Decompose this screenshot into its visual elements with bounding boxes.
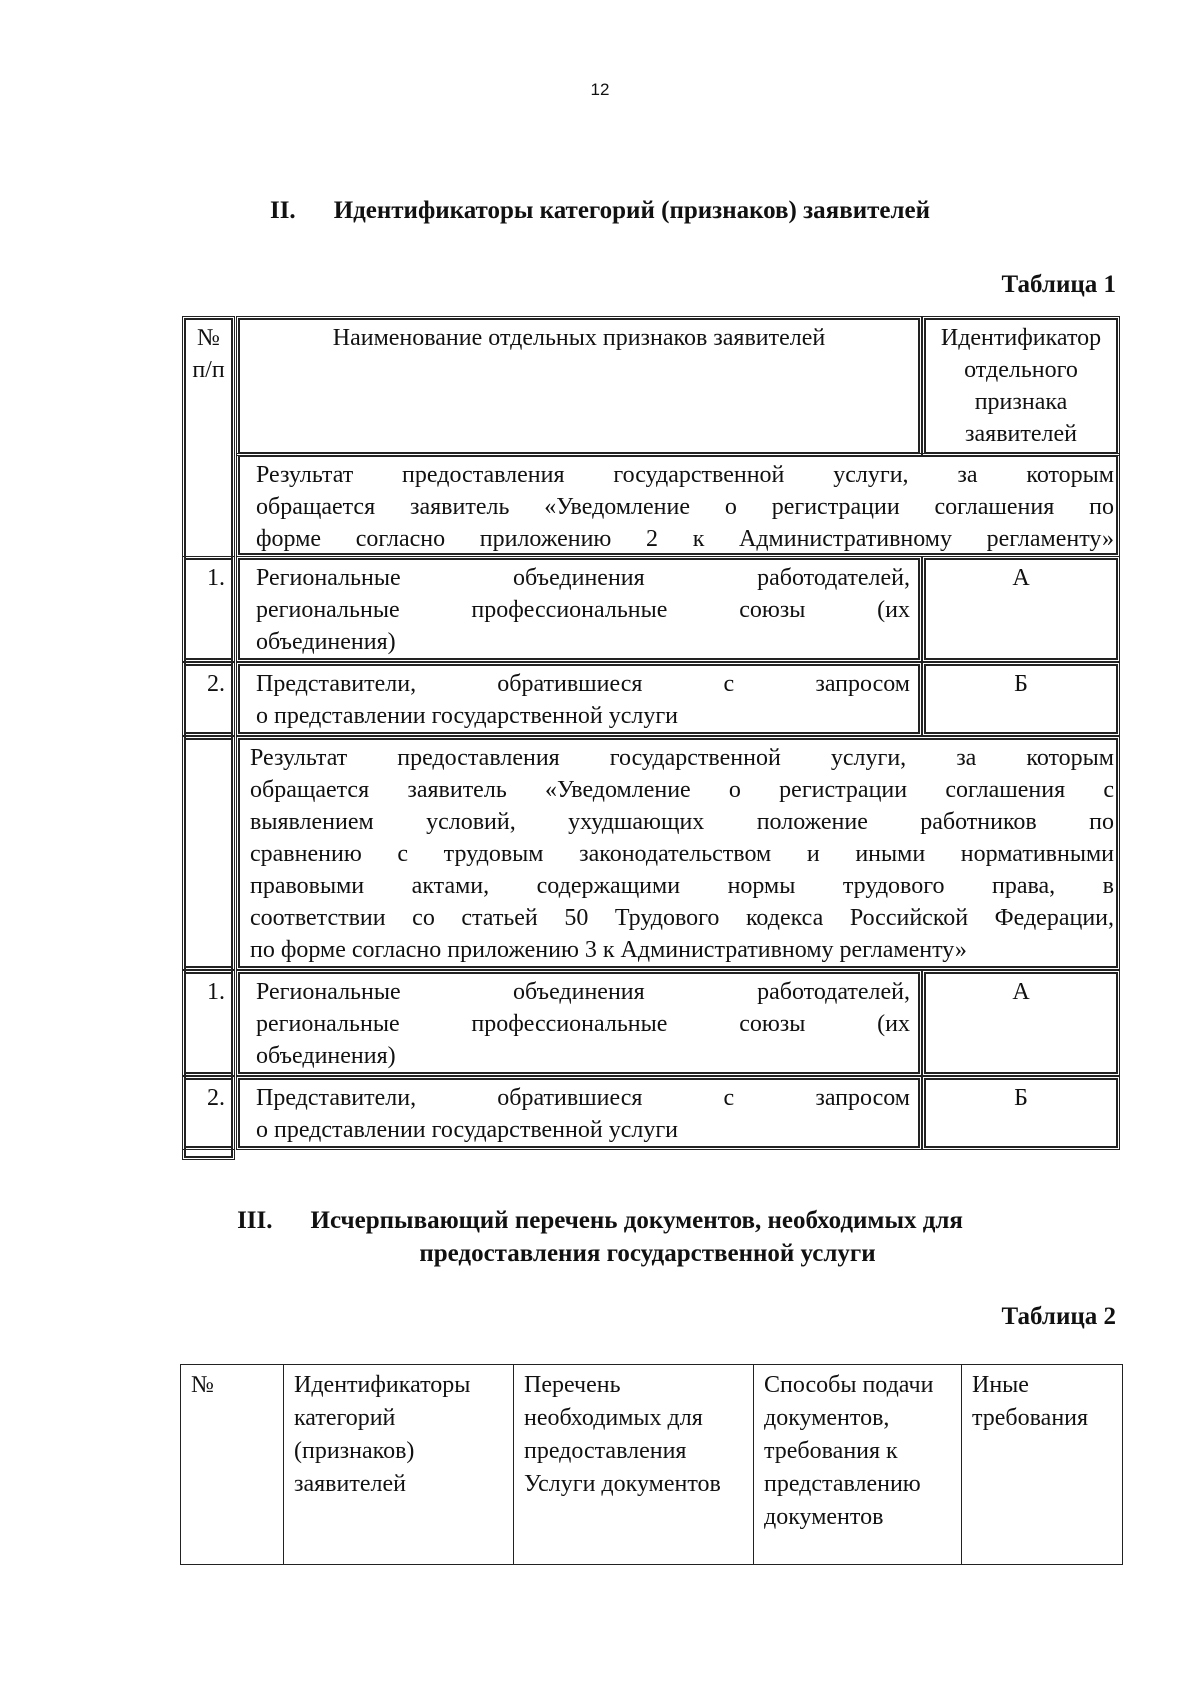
- group-1-result-cell: [238, 455, 1118, 555]
- header-num-cell: № п/п: [192, 325, 225, 383]
- table-row-identifier: А: [924, 558, 1118, 660]
- table-1-caption: Таблица 1: [1001, 271, 1116, 298]
- table-row-identifier: Б: [924, 1078, 1118, 1148]
- table-row-applicant: [238, 664, 920, 734]
- result-line: сравнению с трудовым законодательством и иными нормативными: [250, 841, 1114, 867]
- row-line: Региональные объединения работодателей,: [256, 565, 910, 591]
- table-row-applicant: [238, 558, 920, 660]
- row-line: Региональные объединения работодателей,: [256, 979, 910, 1005]
- table-row-identifier: Б: [924, 664, 1118, 734]
- result-line: Результат предоставления государственной услуги, за которым: [256, 462, 1114, 488]
- table-1: [184, 318, 1118, 1158]
- row-line: региональные профессиональные союзы (их: [256, 597, 910, 623]
- section-2-numeral: II.: [269, 197, 296, 224]
- row-line: объединения): [256, 629, 396, 655]
- table-row-num: 1.: [184, 558, 233, 660]
- table-2-header-documents: Перечень необходимых для предоставления Услуги документов: [514, 1365, 754, 1565]
- section-2-title: Идентификаторы категорий (признаков) заявителей: [333, 197, 931, 224]
- table-2-header-num: №: [181, 1365, 284, 1565]
- table-2-header-other: Иные требования: [962, 1365, 1123, 1565]
- table-2-header-submission: Способы подачи документов, требования к представлению документов: [754, 1365, 962, 1565]
- row-line: Представители, обратившиеся с запросом: [256, 671, 910, 697]
- table-2: [180, 1364, 1123, 1565]
- result-line: обращается заявитель «Уведомление о регистрации соглашения с: [250, 777, 1114, 803]
- result-line: по форме согласно приложению 3 к Административному регламенту»: [250, 937, 967, 963]
- group-2-num-cell: [184, 738, 233, 968]
- section-3-title-line-2: предоставления государственной услуги: [419, 1240, 876, 1267]
- table-row-num: 1.: [184, 972, 233, 1074]
- row-line: региональные профессиональные союзы (их: [256, 1011, 910, 1037]
- table-2-header-categories: Идентификаторы категорий (признаков) заявителей: [284, 1365, 514, 1565]
- result-line: соответствии со статьей 50 Трудового кодекса Российской Федерации,: [250, 905, 1114, 931]
- row-line: Представители, обратившиеся с запросом: [256, 1085, 910, 1111]
- section-2-heading: [0, 194, 1200, 227]
- result-line: Результат предоставления государственной услуги, за которым: [250, 745, 1114, 771]
- section-3-title-line-1: Исчерпывающий перечень документов, необходимых для: [310, 1207, 963, 1234]
- section-3-heading: [0, 1204, 1200, 1270]
- table-2-header-row: [181, 1365, 1123, 1565]
- result-line: форме согласно приложению 2 к Административному регламенту»: [256, 526, 1114, 552]
- header-name-cell: Наименование отдельных признаков заявителей: [238, 318, 920, 454]
- section-3-numeral: III.: [237, 1207, 273, 1234]
- row-line: о представлении государственной услуги: [256, 703, 679, 729]
- group-2-result-cell: [238, 738, 1118, 968]
- header-identifier-cell: Идентификатор отдельного признака заявителей: [924, 318, 1118, 454]
- table-row-applicant: [238, 972, 920, 1074]
- result-line: правовыми актами, содержащими нормы трудового права, в: [250, 873, 1114, 899]
- row-line: о представлении государственной услуги: [256, 1117, 679, 1143]
- row-line: объединения): [256, 1043, 396, 1069]
- table-row-applicant: [238, 1078, 920, 1148]
- table-row-identifier: А: [924, 972, 1118, 1074]
- result-line: выявлением условий, ухудшающих положение работников по: [250, 809, 1114, 835]
- table-row-num: 2.: [184, 664, 233, 734]
- result-line: обращается заявитель «Уведомление о регистрации соглашения по: [256, 494, 1114, 520]
- table-row-num: 2.: [184, 1078, 233, 1148]
- table-2-caption: Таблица 2: [1001, 1303, 1116, 1330]
- page-number: 12: [590, 80, 610, 99]
